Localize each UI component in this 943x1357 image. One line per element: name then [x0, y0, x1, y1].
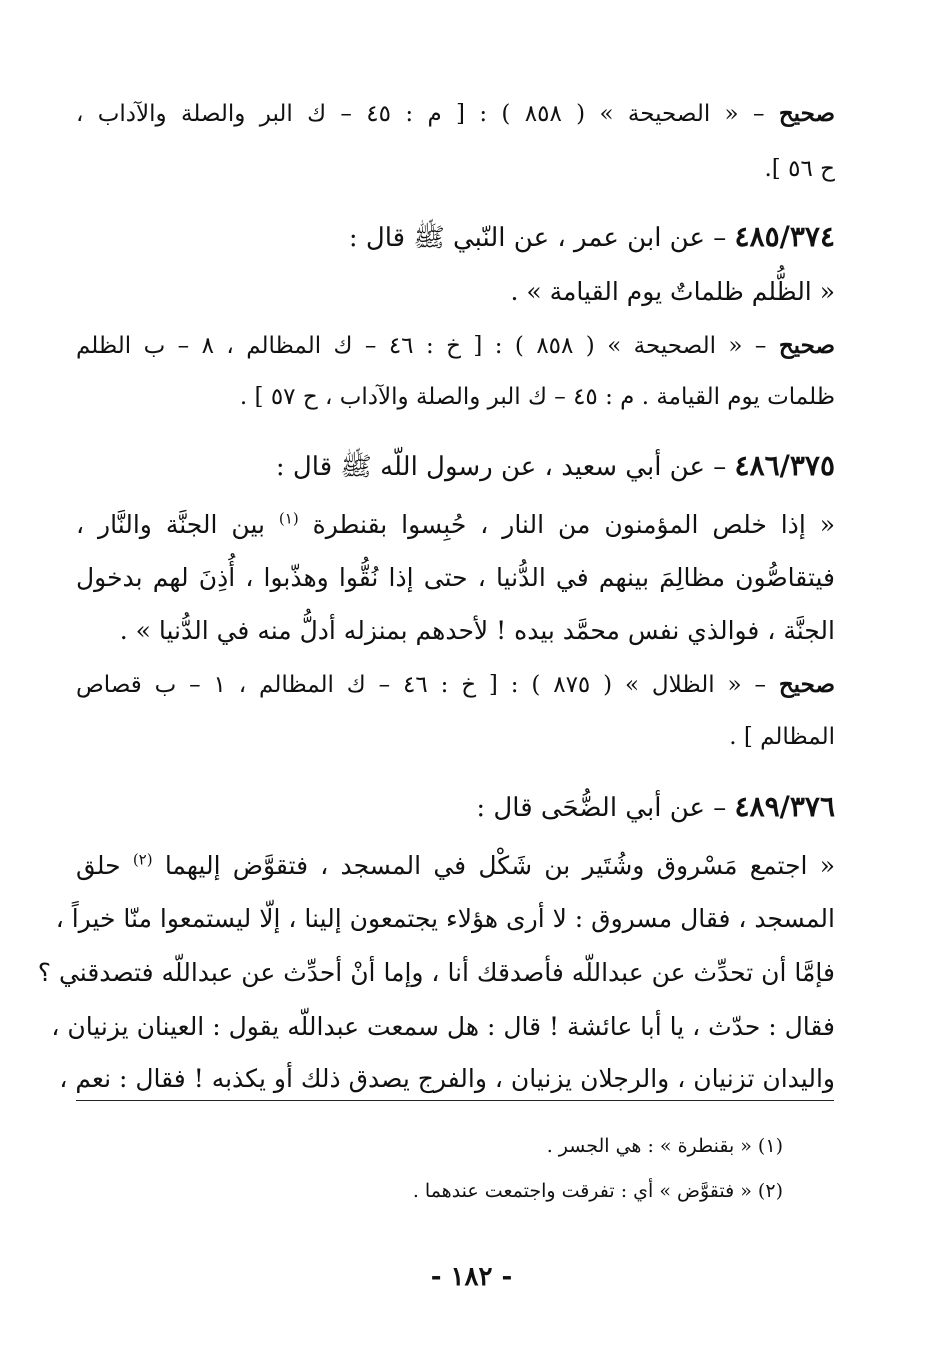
grade-label: صحيح — [778, 332, 835, 359]
hadith-number: ٤٨٩/٣٧٦ — [734, 790, 835, 823]
hadith-text: واليدان تزنيان ، والرجلان يزنيان ، والفرج يصدق ذلك أو يكذبه ! فقال : نعم ، — [59, 1064, 835, 1093]
grade-label: صحيح — [778, 100, 835, 127]
hadith-text: الجنَّة ، فوالذي نفس محمَّد بيده ! لأحدهم بمنزله أدلُّ منه في الدُّنيا » . — [119, 616, 835, 645]
hadith-text-line — [59, 1062, 835, 1096]
hadith-number: ٤٨٥/٣٧٤ — [734, 220, 835, 253]
footnote-marker: (٢) — [132, 850, 153, 869]
footnote-marker: (١) — [278, 509, 299, 528]
source-text: ظلمات يوم القيامة . م : ٤٥ – ك البر والصلة والآداب ، ح ٥٧ ] . — [239, 384, 835, 410]
source-line — [76, 668, 835, 702]
hadith-text: فقال : حدّث ، يا أبا عائشة ! قال : هل سمعت عبداللّه يقول : العينان يزنيان ، — [51, 1012, 835, 1041]
source-text: – « الصحيحة » ( ٨٥٨ ) : [ خ : ٤٦ – ك المظالم ، ٨ – ب الظلم — [76, 333, 779, 359]
hadith-heading — [476, 790, 835, 825]
hadith-text: « إذا خلص المؤمنون من النار ، حُبِسوا بقنطرة — [298, 510, 836, 539]
hadith-heading — [276, 449, 835, 484]
hadith-text-line — [76, 849, 835, 883]
footnote-1: (١) « بقنطرة » : هي الجسر . — [546, 1135, 783, 1157]
hadith-heading — [349, 220, 835, 255]
source-text: – « الظلال » ( ٨٧٥ ) : [ خ : ٤٦ – ك المظالم ، ١ – ب قصاص — [76, 672, 779, 698]
source-line — [76, 329, 835, 363]
source-text: – « الصحيحة » ( ٨٥٨ ) : [ م : ٤٥ – ك البر والصلة والآداب ، — [76, 101, 779, 127]
source-line — [765, 152, 836, 186]
hadith-text: المسجد ، فقال مسروق : لا أرى هؤلاء يجتمعون إلينا ، إلّا ليستمعوا منّا خيراً ، — [55, 904, 835, 933]
hadith-text: بين الجنَّة والنَّار ، — [76, 510, 279, 539]
source-text: المظالم ] . — [729, 724, 835, 750]
footnote-separator — [76, 1100, 834, 1101]
source-line — [76, 97, 835, 131]
hadith-text: فيتقاصُّون مظالِمَ بينهم في الدُّنيا ، حتى إذا نُقُّوا وهذّبوا ، أُذِنَ لهم بدخول — [76, 563, 835, 592]
hadith-text-line — [120, 614, 835, 648]
hadith-text-line — [55, 902, 835, 936]
source-text: ح ٥٦ ]. — [764, 156, 835, 182]
hadith-text-line — [76, 508, 835, 542]
hadith-text-line — [511, 275, 836, 309]
hadith-text: فإمَّا أن تحدِّث عن عبداللّه فأصدقك أنا ، وإما أنْ أحدِّث عن عبداللّه فتصدقني ؟ — [37, 958, 835, 987]
footnote-2: (٢) « فتقوَّض » أي : تفرقت واجتمعت عندهما . — [412, 1180, 783, 1202]
hadith-text-line — [76, 561, 835, 595]
grade-label: صحيح — [778, 671, 835, 698]
hadith-text-line — [37, 956, 835, 990]
hadith-text-line — [51, 1010, 835, 1044]
hadith-text: « الظُّلم ظلماتٌ يوم القيامة » . — [510, 277, 835, 306]
hadith-intro: – عن ابن عمر ، عن النّبي ﷺ قال : — [348, 223, 735, 253]
hadith-intro: – عن أبي الضُّحَى قال : — [476, 793, 735, 823]
hadith-number: ٤٨٦/٣٧٥ — [734, 449, 835, 482]
hadith-intro: – عن أبي سعيد ، عن رسول اللّه ﷺ قال : — [275, 452, 735, 482]
hadith-text: « اجتمع مَسْروق وشُتَير بن شَكْل في المسجد ، فتقوَّض إليهما — [152, 851, 835, 880]
source-line — [729, 720, 835, 754]
source-line — [240, 380, 835, 414]
page-number: - ١٨٢ - — [430, 1262, 513, 1292]
hadith-text: حلق — [76, 851, 133, 880]
